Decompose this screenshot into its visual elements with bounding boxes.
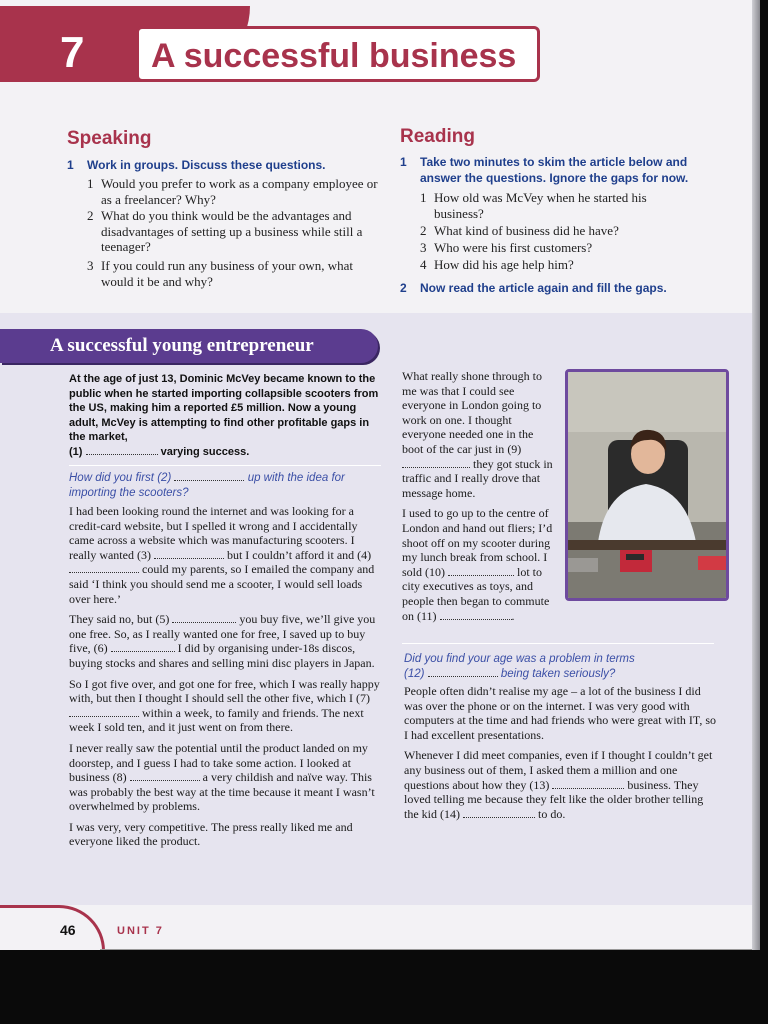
paragraph: People often didn’t realise my age – a lot of the business I did was over the phone or on the internet. I was very good with computers at the time and had friends who were great with IT, so I had excellent presentations. — [404, 684, 717, 742]
entrepreneur-photo — [565, 369, 729, 601]
page-number: 46 — [60, 922, 76, 938]
article-title-banner — [0, 329, 378, 363]
speaking-instruction-text: Work in groups. Discuss these questions. — [87, 158, 326, 172]
gap-4[interactable] — [69, 563, 139, 573]
gap-7[interactable] — [69, 707, 139, 717]
gap-12[interactable] — [428, 667, 498, 677]
gap-14[interactable] — [463, 808, 535, 818]
footer-tab — [0, 905, 105, 950]
paragraph: So I got five over, and got one for free, which I was really happy with, but then I thought I should sell the other five, which I (7) within a week, to family and friends. The next week I sold ten, and it just went on from there. — [69, 676, 380, 735]
gap-13[interactable] — [552, 779, 624, 789]
interview-question-2: Did you find your age was a problem in terms (12) being taken seriously? — [404, 653, 635, 680]
paragraph: What really shone through to me was that I could see everyone in London going to work on one. I thought everyone needed one in the boot of the car just in (9) they got stuck in traffic and I really drove that message home. — [402, 369, 553, 500]
reading-instruction-1: 1 Take two minutes to skim the article below and answer the questions. Ignore the gaps for now. — [400, 155, 689, 185]
article-left-column — [69, 504, 383, 855]
gap-9[interactable] — [402, 458, 470, 468]
gap-1[interactable] — [86, 445, 158, 455]
interview-question-1: How did you first (2) up with the idea for importing the scooters? — [69, 472, 345, 499]
gap-6[interactable] — [111, 642, 175, 652]
paragraph: Whenever I did meet companies, even if I thought I couldn’t get any business out of them, I asked them a million and one questions about how they (13) business. They loved telling me because they felt like the older brother telling the kid (14) to do. — [404, 748, 713, 821]
gap-11[interactable] — [440, 610, 512, 620]
paragraph: I used to go up to the centre of London and hand out fliers; I’d shoot off on my scooter during my lunch break from school. I sold (10) lot to city executives as toys, and people then began to commute on (11) . — [402, 506, 553, 623]
article-intro: At the age of just 13, Dominic McVey became known to the public when he started importing collapsible scooters from the US, making him a reported £5 million. Now a young adult, McVey is attempting to find other profitable gaps in the market, (1) varying success. — [69, 373, 379, 458]
article-panel — [0, 313, 760, 905]
article-title: A successful young entrepreneur — [50, 335, 314, 356]
article-right-column-top — [402, 369, 554, 629]
speaking-question: 2 What do you think would be the advantages and disadvantages of setting up a business while still a teenager? — [87, 208, 363, 254]
divider — [69, 465, 381, 466]
reading-instruction-2: 2 Now read the article again and fill the gaps. — [400, 281, 667, 295]
article-right-column-bottom — [404, 684, 720, 827]
unit-number: 7 — [60, 28, 85, 77]
unit-title: A successful business — [151, 37, 517, 75]
speaking-instruction-number: 1 — [67, 158, 74, 172]
speaking-question: 1 Would you prefer to work as a company employee or as a freelancer? Why? — [87, 176, 378, 207]
footer-rule — [100, 949, 760, 950]
gap-10[interactable] — [448, 566, 514, 576]
unit-label: UNIT 7 — [117, 925, 164, 937]
speaking-instruction — [67, 157, 367, 173]
paragraph: I never really saw the potential until the product landed on my doorstep, and I guess I had to take some action. I looked at business (8) a very childish and naïve way. This was probably the best way at the time because it meant I wasn’t overwhelmed by problems. — [69, 740, 375, 814]
gap-2[interactable] — [174, 471, 244, 481]
book-spine-shadow — [752, 0, 760, 950]
speaking-heading: Speaking — [67, 128, 152, 149]
paragraph: I was very, very competitive. The press really liked me and everyone liked the product. — [69, 819, 353, 849]
reading-heading: Reading — [400, 126, 475, 147]
paragraph: I had been looking round the internet and was looking for a credit-card website, but I spelled it wrong and I accidentally came across a website which was manufacturing scooters. I really wanted (3) but I couldn’t afford it and (4) could my parents, so I emailed the company and said ‘I think you should send me a scooter, I would sell loads over here.’ — [69, 504, 375, 606]
paragraph: They said no, but (5) you buy five, we’ll give you one free. So, as I really wanted one for free, I saved up to buy five, (6) I did by organising under-18s discos, buying stocks and shares and selling mini disc players in Japan. — [69, 612, 376, 670]
gap-5[interactable] — [172, 613, 236, 623]
unit-title-box — [136, 26, 540, 82]
gap-8[interactable] — [130, 771, 200, 781]
reading-question: 3 Who were his first customers? — [420, 240, 593, 255]
speaking-question: 3 If you could run any business of your own, what would it be and why? — [87, 258, 354, 289]
gap-3[interactable] — [154, 549, 224, 559]
divider — [402, 643, 714, 644]
reading-question: 2 What kind of business did he have? — [420, 223, 619, 238]
person-at-desk-image — [568, 372, 726, 598]
reading-question: 1 How old was McVey when he started his business? — [420, 190, 647, 221]
reading-question: 4 How did his age help him? — [420, 257, 574, 272]
